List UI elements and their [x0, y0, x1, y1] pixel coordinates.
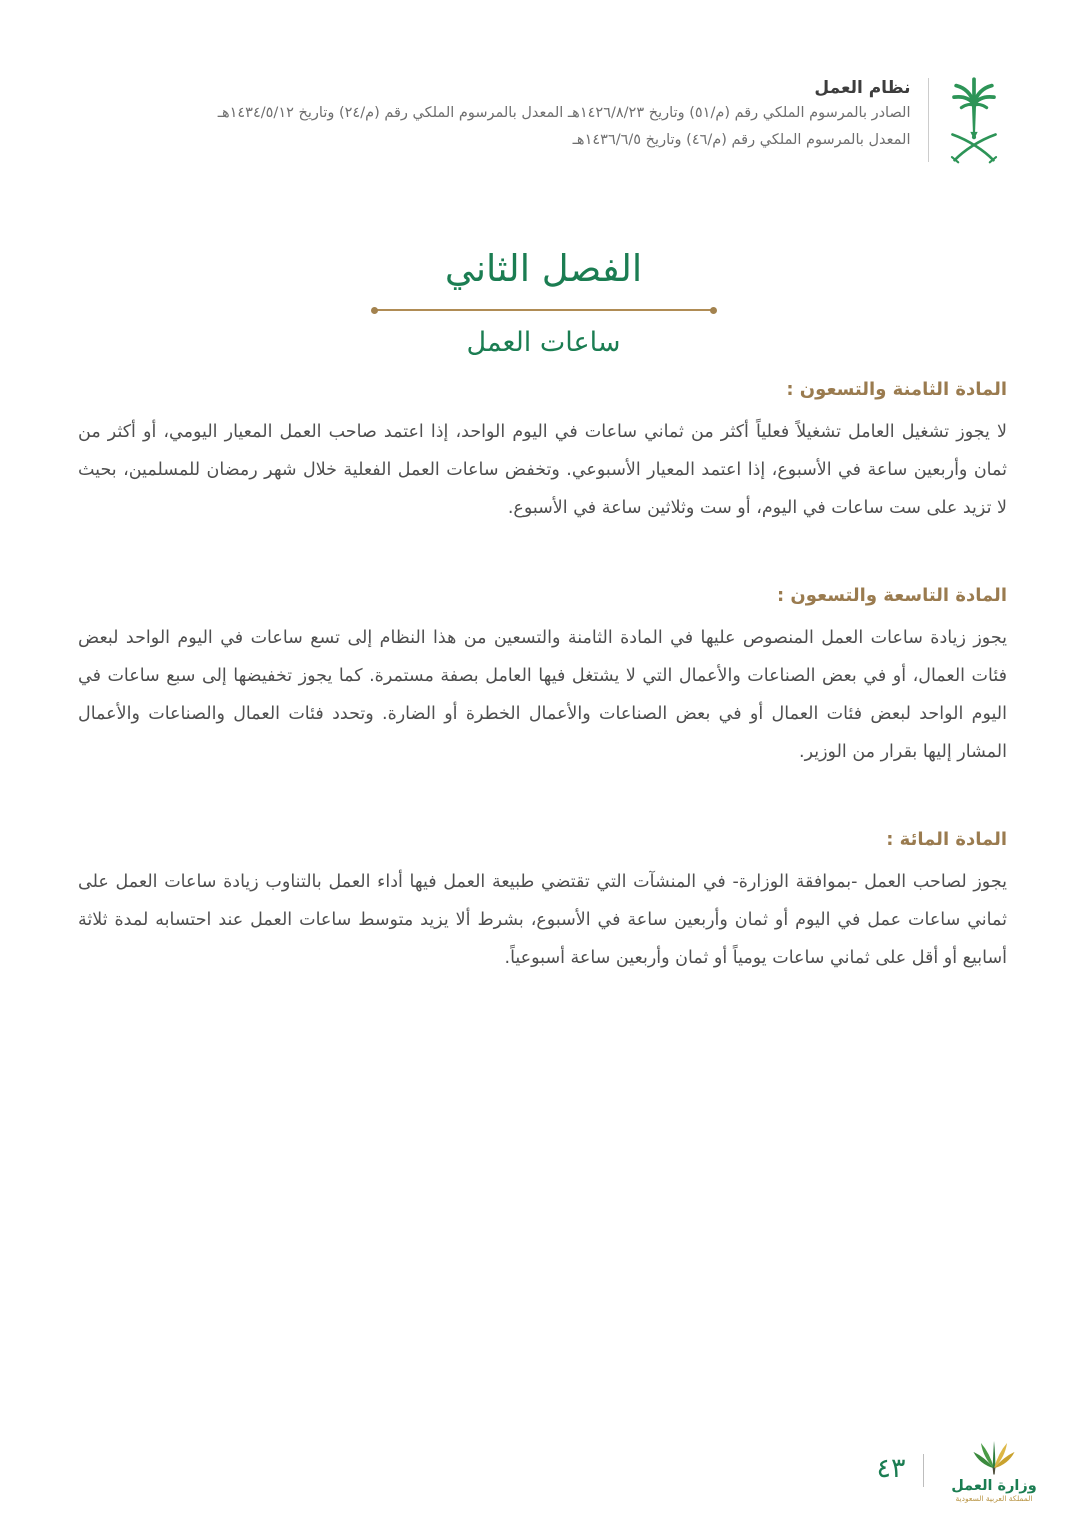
header-text-block [218, 74, 911, 154]
footer-divider [923, 1454, 925, 1487]
article-body: يجوز زيادة ساعات العمل المنصوص عليها في المادة الثامنة والتسعين من هذا النظام إلى تسع ساعات في اليوم الواحد لبعض فئات العمال، أو في بعض الصناعات والأعمال التي لا يشتغل فيها العامل بصفة مستمرة. كما يجوز تخفيضها إلى سبع ساعات في اليوم الواحد لبعض فئات العمال أو في بعض الصناعات والأعمال الخطرة أو الضارة. وتحدد فئات العمال والصناعات والأعمال المشار إليها بقرار من الوزير. [78, 628, 1007, 762]
decree-line-1: الصادر بالمرسوم الملكي رقم (م/٥١) وتاريخ ١٤٢٦/٨/٢٣هـ المعدل بالمرسوم الملكي رقم (م/٢٤) وتاريخ ١٤٣٤/٥/١٢هـ [217, 105, 911, 121]
ministry-name: وزارة العمل [951, 1478, 1037, 1494]
article-heading: المادة الثامنة والتسعون : [786, 379, 1007, 400]
saudi-emblem-icon [946, 74, 1002, 166]
chapter-subtitle: ساعات العمل [466, 327, 621, 358]
article-100 [78, 826, 1007, 977]
law-title: نظام العمل [814, 78, 911, 98]
document-header [218, 74, 1002, 166]
article-99 [78, 582, 1007, 771]
chapter-title: الفصل الثاني [444, 247, 643, 290]
divider-dot-left [371, 307, 378, 314]
article-heading: المادة التاسعة والتسعون : [776, 585, 1007, 606]
article-heading: المادة المائة : [886, 829, 1007, 850]
divider-dot-right [710, 307, 717, 314]
ministry-palm-icon [941, 1437, 1047, 1477]
header-divider [928, 78, 930, 162]
ministry-logo [941, 1437, 1047, 1504]
document-footer [876, 1437, 1047, 1504]
article-body: لا يجوز تشغيل العامل تشغيلاً فعلياً أكثر من ثماني ساعات في اليوم الواحد، إذا اعتمد صاحب العمل المعيار اليومي، أو أكثر من ثمان وأربعين ساعة في الأسبوع، إذا اعتمد المعيار الأسبوعي. وتخفض ساعات العمل الفعلية خلال شهر رمضان للمسلمين، بحيث لا تزيد على ست ساعات في اليوم، أو ست وثلاثين ساعة في الأسبوع. [78, 422, 1007, 518]
page-number: ٤٣ [876, 1452, 906, 1484]
chapter-divider [374, 309, 714, 311]
chapter-heading [0, 246, 1087, 360]
ministry-subtitle: المملكة العربية السعودية [955, 1494, 1033, 1503]
article-body: يجوز لصاحب العمل -بموافقة الوزارة- في المنشآت التي تقتضي طبيعة العمل فيها أداء العمل بالتناوب زيادة ساعات العمل على ثماني ساعات عمل في اليوم أو ثمان وأربعين ساعة في الأسبوع، بشرط ألا يزيد متوسط ساعات العمل عند احتسابه لمدة ثلاثة أسابيع أو أقل على ثماني ساعات يومياً أو ثمان وأربعين ساعة أسبوعياً. [78, 872, 1007, 968]
articles-section [78, 376, 1007, 1032]
decree-line-2: المعدل بالمرسوم الملكي رقم (م/٤٦) وتاريخ ١٤٣٦/٦/٥هـ [572, 132, 911, 148]
article-98 [78, 376, 1007, 527]
